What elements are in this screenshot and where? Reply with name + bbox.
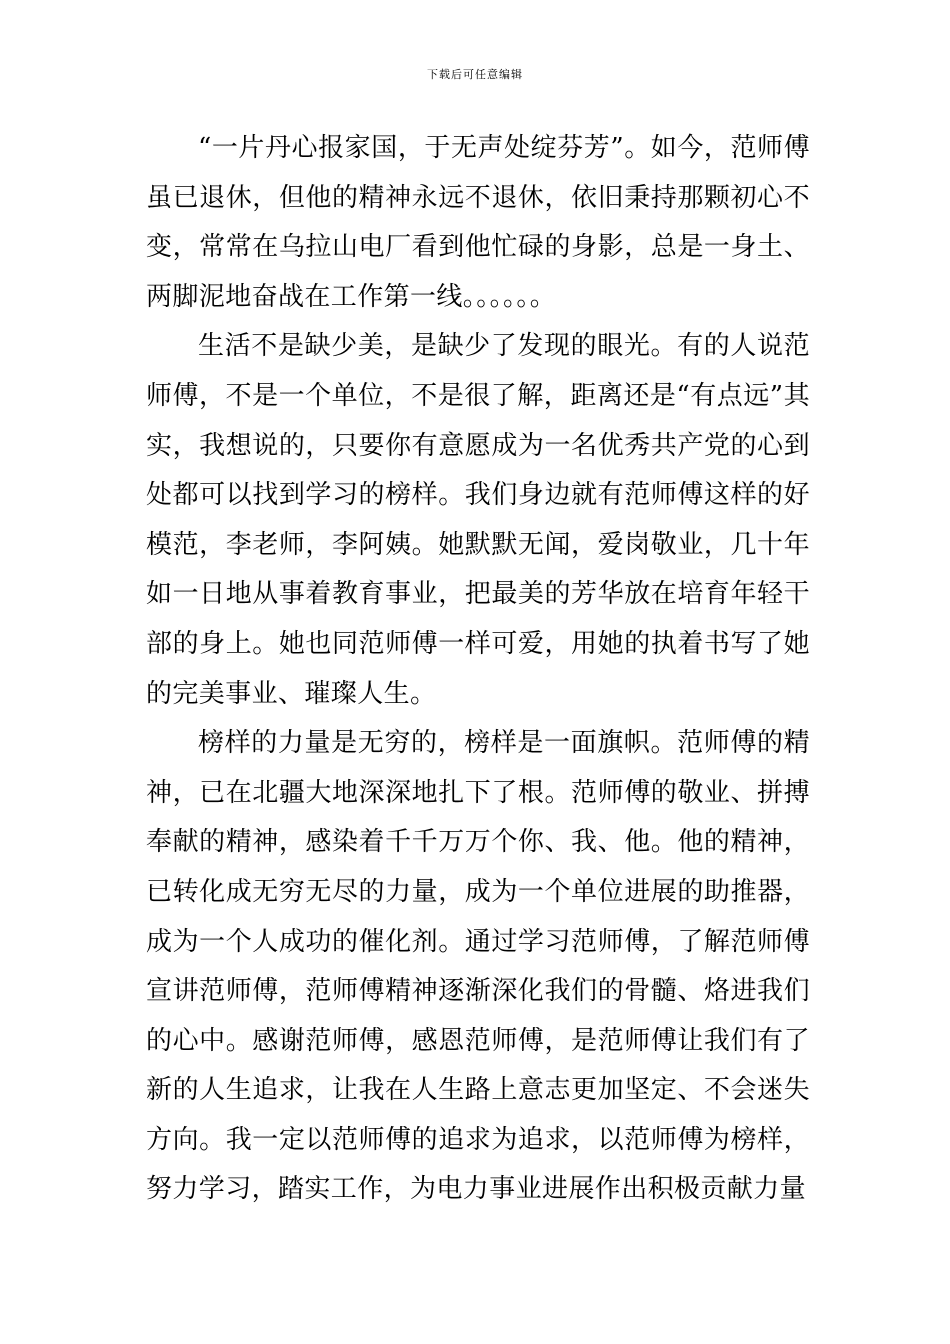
paragraph-3: 榜样的力量是无穷的，榜样是一面旗帜。范师傅的精神，已在北疆大地深深地扎下了根。范师傅的敬业、拼搏奉献的精神，感染着千千万万个你、我、他。他的精神，已转化成无穷无尽的力量，成为一个单位进展的助推器，成为一个人成功的催化剂。通过学习范师傅，了解范师傅宣讲范师傅，范师傅精神逐渐深化我们的骨髓、烙进我们的心中。感谢范师傅，感恩范师傅，是范师傅让我们有了新的人生追求，让我在人生路上意志更加坚定、不会迷失方向。我一定以范师傅的追求为追求，以范师傅为榜样，努力学习，踏实工作，为电力事业进展作出积极贡献力量 <box>146 728 810 1205</box>
document-body <box>146 124 810 1215</box>
paragraph-1: “一片丹心报家国，于无声处绽芬芳”。如今，范师傅虽已退休，但他的精神永远不退休，依旧秉持那颗初心不变，常常在乌拉山电厂看到他忙碌的身影，总是一身土、两脚泥地奋战在工作第一线。。。。。。 <box>146 133 810 312</box>
paragraph-2: 生活不是缺少美，是缺少了发现的眼光。有的人说范师傅，不是一个单位，不是很了解，距离还是“有点远”其实，我想说的，只要你有意愿成为一名优秀共产党的心到处都可以找到学习的榜样。我们身边就有范师傅这样的好模范，李老师，李阿姨。她默默无闻，爱岗敬业，几十年如一日地从事着教育事业，把最美的芳华放在培育年轻干部的身上。她也同范师傅一样可爱，用她的执着书写了她的完美事业、璀璨人生。 <box>146 331 810 709</box>
page-header: 下载后可任意编辑 <box>427 68 523 81</box>
